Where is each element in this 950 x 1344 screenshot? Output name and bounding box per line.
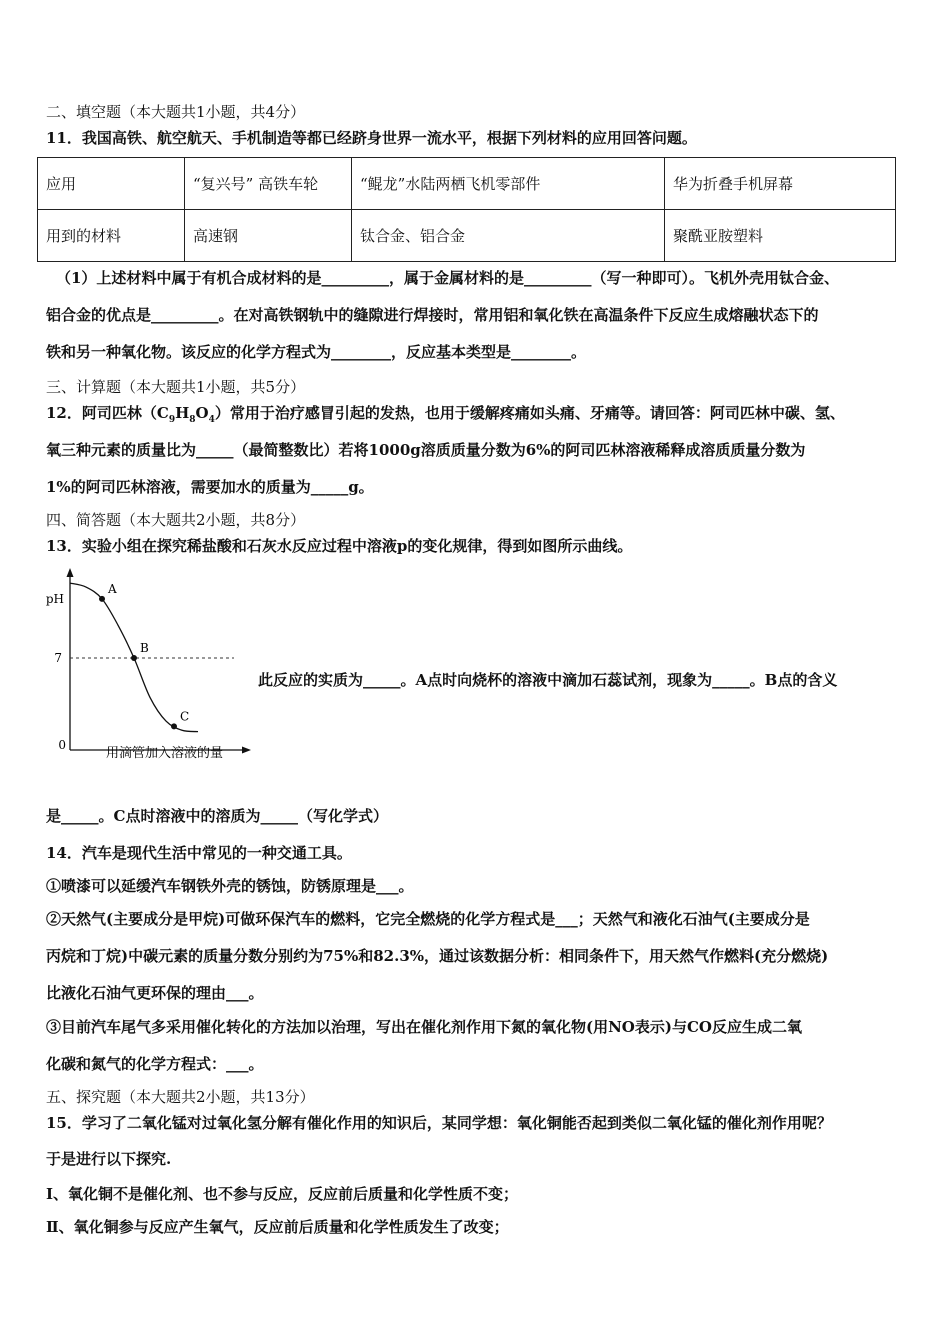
question-13-stem: 13．实验小组在探究稀盐酸和石灰水反应过程中溶液p的变化规律，得到如图所示曲线。: [46, 537, 633, 555]
table-row: [38, 210, 896, 262]
table-row: [38, 158, 896, 210]
question-11-line-1: （1）上述材料中属于有机合成材料的是_________，属于金属材料的是_________（写一种即可）。飞机外壳用钛合金、: [56, 269, 839, 287]
point-label-b: B: [140, 641, 149, 655]
question-13-line-2: 是_____。C点时溶液中的溶质为_____（写化学式）: [46, 807, 388, 825]
origin-label: 0: [58, 738, 66, 752]
question-14-p3-line-2: 化碳和氮气的化学方程式：___。: [46, 1055, 264, 1073]
question-14-p1: ①喷漆可以延缓汽车钢铁外壳的锈蚀，防锈原理是___。: [46, 877, 414, 895]
table-cell: “鲲龙”水陆两栖飞机零部件: [352, 158, 665, 210]
y-axis-arrow-icon: [67, 568, 74, 577]
materials-table: [37, 157, 896, 262]
q12-suffix: ）常用于治疗感冒引起的发热，也用于缓解疼痛如头痛、牙痛等。请回答：阿司匹林中碳、氢、: [214, 404, 845, 422]
question-15-line-2: 于是进行以下探究.: [46, 1150, 172, 1168]
formula-h-count: 8: [189, 415, 196, 425]
table-cell: 华为折叠手机屏幕: [665, 158, 896, 210]
table-cell: 高速钢: [185, 210, 352, 262]
section-2-title: 二、填空题（本大题共1小题，共4分）: [46, 103, 306, 121]
formula-o-count: 4: [208, 415, 215, 425]
question-12-line-3: 1%的阿司匹林溶液，需要加水的质量为_____g。: [46, 478, 374, 496]
point-label-c: C: [180, 709, 190, 724]
y-axis-label: pH: [45, 592, 64, 606]
table-cell: 聚酰亚胺塑料: [665, 210, 896, 262]
ph-curve-chart: [44, 566, 259, 766]
q12-prefix: 12．阿司匹林（: [46, 404, 157, 422]
question-15-line-1: 15．学习了二氧化锰对过氧化氢分解有催化作用的知识后，某同学想：氧化铜能否起到类似二氧化锰的催化剂作用呢？: [46, 1114, 832, 1132]
question-14-p2-line-3: 比液化石油气更环保的理由___。: [46, 984, 264, 1002]
x-axis-label: 用滴管加入溶液的量: [106, 745, 224, 760]
section-3-title: 三、计算题（本大题共1小题，共5分）: [46, 378, 306, 396]
question-11-stem: 11．我国高铁、航空航天、手机制造等都已经跻身世界一流水平，根据下列材料的应用回答问题。: [46, 129, 697, 147]
formula-c-count: 9: [168, 415, 176, 425]
chart-points: [99, 582, 189, 729]
question-14-stem: 14．汽车是现代生活中常见的一种交通工具。: [46, 844, 352, 862]
question-12-line-1: [46, 403, 845, 430]
table-cell: 用到的材料: [38, 210, 185, 262]
formula-c: C: [156, 404, 169, 422]
question-11-line-3: 铁和另一种氧化物。该反应的化学方程式为________，反应基本类型是________。: [46, 343, 587, 361]
question-14-p2-line-1: ②天然气(主要成分是甲烷)可做环保汽车的燃料，它完全燃烧的化学方程式是___；天然气和液化石油气(主要成分是: [46, 910, 810, 928]
hypothesis-2: Ⅱ、氧化铜参与反应产生氧气，反应前后质量和化学性质发生了改变；: [46, 1218, 509, 1236]
question-11-line-2: 铝合金的优点是_________。在对高铁钢轨中的缝隙进行焊接时，常用铝和氧化铁在高温条件下反应生成熔融状态下的: [46, 306, 819, 324]
question-12-line-2: 氧三种元素的质量比为_____（最简整数比）若将1000g溶质质量分数为6%的阿司匹林溶液稀释成溶质质量分数为: [46, 441, 806, 459]
ph7-label: 7: [54, 651, 62, 665]
question-14-p2-line-2: 丙烷和丁烷)中碳元素的质量分数分别约为75%和82.3%，通过该数据分析：相同条件下，用天然气作燃料(充分燃烧): [46, 947, 829, 965]
formula-h: H: [175, 404, 190, 422]
question-13-side-text: 此反应的实质为_____。A点时向烧杯的溶液中滴加石蕊试剂，现象为_____。B点的含义: [258, 671, 838, 689]
point-b: [131, 655, 137, 661]
table-cell: 钛合金、铝合金: [352, 210, 665, 262]
point-label-a: A: [108, 581, 117, 596]
point-a: [99, 596, 105, 602]
question-14-p3-line-1: ③目前汽车尾气多采用催化转化的方法加以治理，写出在催化剂作用下氮的氧化物(用NO表示)与CO反应生成二氧: [46, 1018, 802, 1036]
table-cell: 应用: [38, 158, 185, 210]
formula-o: O: [195, 404, 209, 422]
x-axis-arrow-icon: [242, 747, 251, 754]
section-4-title: 四、简答题（本大题共2小题，共8分）: [46, 511, 306, 529]
table-cell: “复兴号” 高铁车轮: [185, 158, 352, 210]
section-5-title: 五、探究题（本大题共2小题，共13分）: [46, 1088, 315, 1106]
hypothesis-1: Ⅰ、氧化铜不是催化剂、也不参与反应，反应前后质量和化学性质不变；: [46, 1185, 519, 1203]
point-c: [171, 723, 177, 729]
